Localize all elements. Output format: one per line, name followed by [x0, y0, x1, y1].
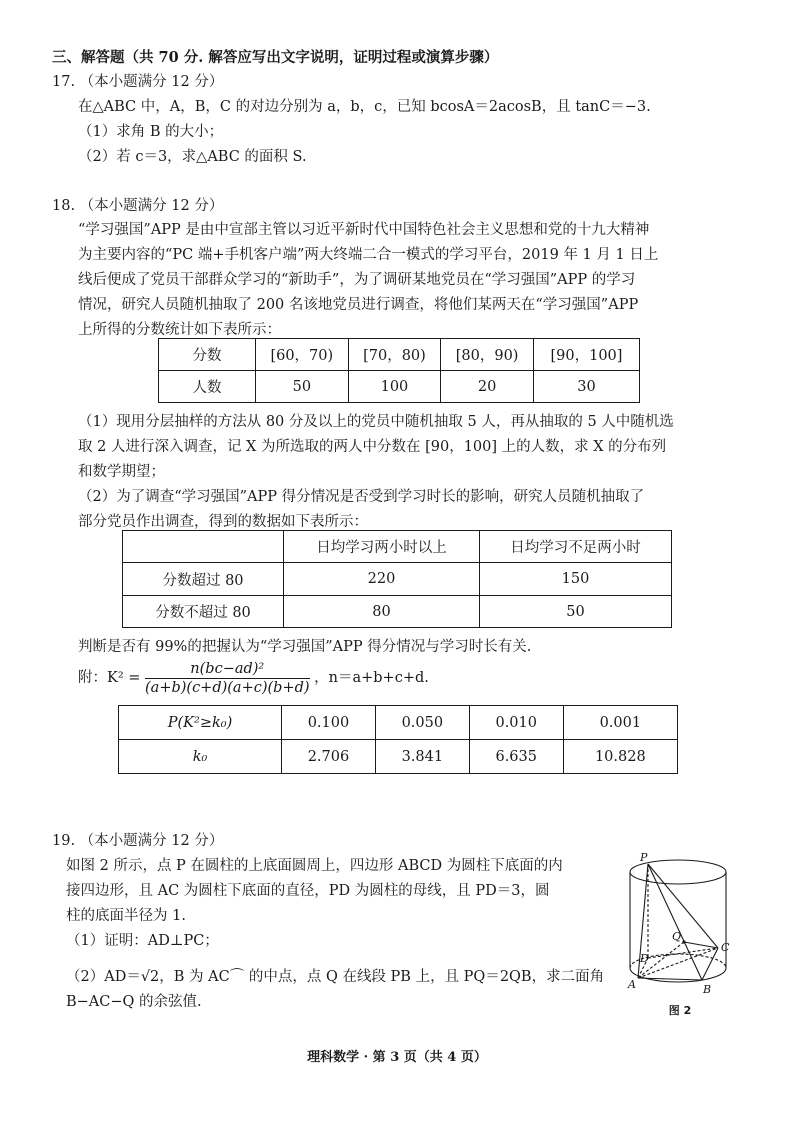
- q18-part1-line: 取 2 人进行深入调查，记 X 为所选取的两人中分数在 [90，100] 上的人数，求 X 的分布列: [78, 439, 667, 455]
- k-squared-formula: [78, 658, 429, 698]
- q18-part1-line: 和数学期望；: [78, 464, 165, 480]
- label-d: D: [640, 952, 649, 965]
- label-b: B: [703, 983, 712, 996]
- table-row: [123, 531, 672, 563]
- table-cell: 0.001: [563, 706, 677, 740]
- table-cell: 6.635: [469, 740, 563, 774]
- q19-stem-line: 柱的底面半径为 1.: [66, 908, 186, 924]
- segment-pc: [648, 864, 718, 948]
- q18-intro-line: 为主要内容的“PC 端+手机客户端”两大终端二合一模式的学习平台，2019 年 1 月 1 日上: [78, 247, 659, 263]
- q18-header: [52, 196, 223, 216]
- table-cell: P(K²≥k₀): [119, 706, 282, 740]
- q17-part1: （1）求角 B 的大小；: [78, 124, 224, 140]
- table-cell: 0.010: [469, 706, 563, 740]
- table-cell: [70，80): [348, 339, 441, 371]
- table-cell: 80: [284, 596, 480, 628]
- table-cell: [60，70): [256, 339, 349, 371]
- cylinder-figure: [620, 850, 740, 1020]
- point-q: [682, 940, 685, 943]
- q18-intro-line: 情况，研究人员随机抽取了 200 名该地党员进行调查，将他们某两天在“学习强国”APP: [78, 297, 639, 313]
- q18-part1-line: （1）现用分层抽样的方法从 80 分及以上的党员中随机抽取 5 人，再从抽取的 5 人中随机选: [78, 414, 674, 430]
- table-cell: 220: [284, 563, 480, 596]
- cylinder-bottom-front: [630, 968, 726, 982]
- table-row: [159, 339, 640, 371]
- q19-part2-line: （2）AD＝√2，B 为 AC⌒ 的中点，点 Q 在线段 PB 上，且 PQ＝2QB，求二面角: [66, 969, 605, 985]
- table-cell: 人数: [159, 371, 256, 403]
- table-row: [123, 596, 672, 628]
- table-cell: 100: [348, 371, 441, 403]
- table-cell: k₀: [119, 740, 282, 774]
- q19-stem-line: 接四边形，且 AC 为圆柱下底面的直径，PD 为圆柱的母线，且 PD＝3，圆: [66, 883, 550, 899]
- table-row: [123, 563, 672, 596]
- table-cell: 分数超过 80: [123, 563, 284, 596]
- table-cell: 3.841: [375, 740, 469, 774]
- q18-intro-line: 上所得的分数统计如下表所示：: [78, 322, 281, 338]
- segment-pb: [648, 864, 702, 980]
- q19-score: （本小题满分 12 分）: [79, 833, 224, 849]
- label-q: Q: [672, 930, 682, 943]
- study-time-table: [122, 530, 672, 628]
- q18-number: 18.: [52, 198, 76, 214]
- q18-judge: 判断是否有 99%的把握认为“学习强国”APP 得分情况与学习时长有关.: [78, 639, 532, 655]
- q17-header: [52, 72, 223, 92]
- formula-denominator: (a+b)(c+d)(a+c)(b+d): [145, 679, 310, 696]
- q17-score: （本小题满分 12 分）: [79, 74, 224, 90]
- q18-part2-line: （2）为了调查“学习强国”APP 得分情况是否受到学习时长的影响，研究人员随机抽取了: [78, 489, 645, 505]
- label-p: P: [640, 851, 648, 864]
- table-cell: 2.706: [282, 740, 376, 774]
- table-row: [119, 706, 678, 740]
- table-row: [159, 371, 640, 403]
- segment-qc: [684, 942, 718, 948]
- table-cell: [90，100]: [533, 339, 639, 371]
- table-cell: [80，90): [441, 339, 534, 371]
- q19-part2-line: B−AC−Q 的余弦值.: [66, 994, 202, 1010]
- table-row: [119, 740, 678, 774]
- table-cell: 10.828: [563, 740, 677, 774]
- table-cell: 50: [256, 371, 349, 403]
- q18-score: （本小题满分 12 分）: [79, 198, 224, 214]
- q19-part1: （1）证明：AD⊥PC；: [66, 933, 219, 949]
- q19-stem-line: 如图 2 所示，点 P 在圆柱的上底面圆周上，四边形 ABCD 为圆柱下底面的内: [66, 858, 563, 874]
- label-a: A: [628, 978, 636, 991]
- q19-number: 19.: [52, 833, 76, 849]
- section-heading: 三、解答题（共 70 分. 解答应写出文字说明，证明过程或演算步骤）: [52, 49, 499, 66]
- table-cell: 分数: [159, 339, 256, 371]
- q17-number: 17.: [52, 74, 76, 90]
- page-footer: 理科数学 · 第 3 页（共 4 页）: [307, 1050, 487, 1065]
- critical-value-table: [118, 705, 678, 774]
- q18-intro-line: “学习强国”APP 是由中宣部主管以习近平新时代中国特色社会主义思想和党的十九大精神: [78, 222, 650, 238]
- formula-fraction: [145, 660, 310, 697]
- q19-header: [52, 831, 223, 851]
- table-cell: [123, 531, 284, 563]
- q17-part2: （2）若 c＝3，求△ABC 的面积 S.: [78, 149, 307, 165]
- figure-caption: 图 2: [668, 1004, 692, 1017]
- table-cell: 50: [480, 596, 672, 628]
- table-cell: 0.050: [375, 706, 469, 740]
- table-cell: 150: [480, 563, 672, 596]
- formula-numerator: n(bc−ad)²: [145, 660, 310, 679]
- label-c: C: [721, 941, 730, 954]
- formula-label: 附：K² =: [78, 670, 141, 686]
- table-cell: 分数不超过 80: [123, 596, 284, 628]
- formula-tail: ，n＝a+b+c+d.: [314, 670, 429, 686]
- table-cell: 0.100: [282, 706, 376, 740]
- q17-stem: 在△ABC 中，A，B，C 的对边分别为 a，b，c，已知 bcosA＝2acosB，且 tanC＝−3.: [78, 99, 651, 115]
- table-cell: 日均学习不足两小时: [480, 531, 672, 563]
- q18-intro-line: 线后便成了党员干部群众学习的“新助手”，为了调研某地党员在“学习强国”APP 的学习: [78, 272, 636, 288]
- table-cell: 20: [441, 371, 534, 403]
- score-distribution-table: [158, 338, 640, 403]
- segment-ac: [638, 948, 718, 978]
- table-cell: 日均学习两小时以上: [284, 531, 480, 563]
- q18-part2-line: 部分党员作出调查，得到的数据如下表所示：: [78, 514, 368, 530]
- table-cell: 30: [533, 371, 639, 403]
